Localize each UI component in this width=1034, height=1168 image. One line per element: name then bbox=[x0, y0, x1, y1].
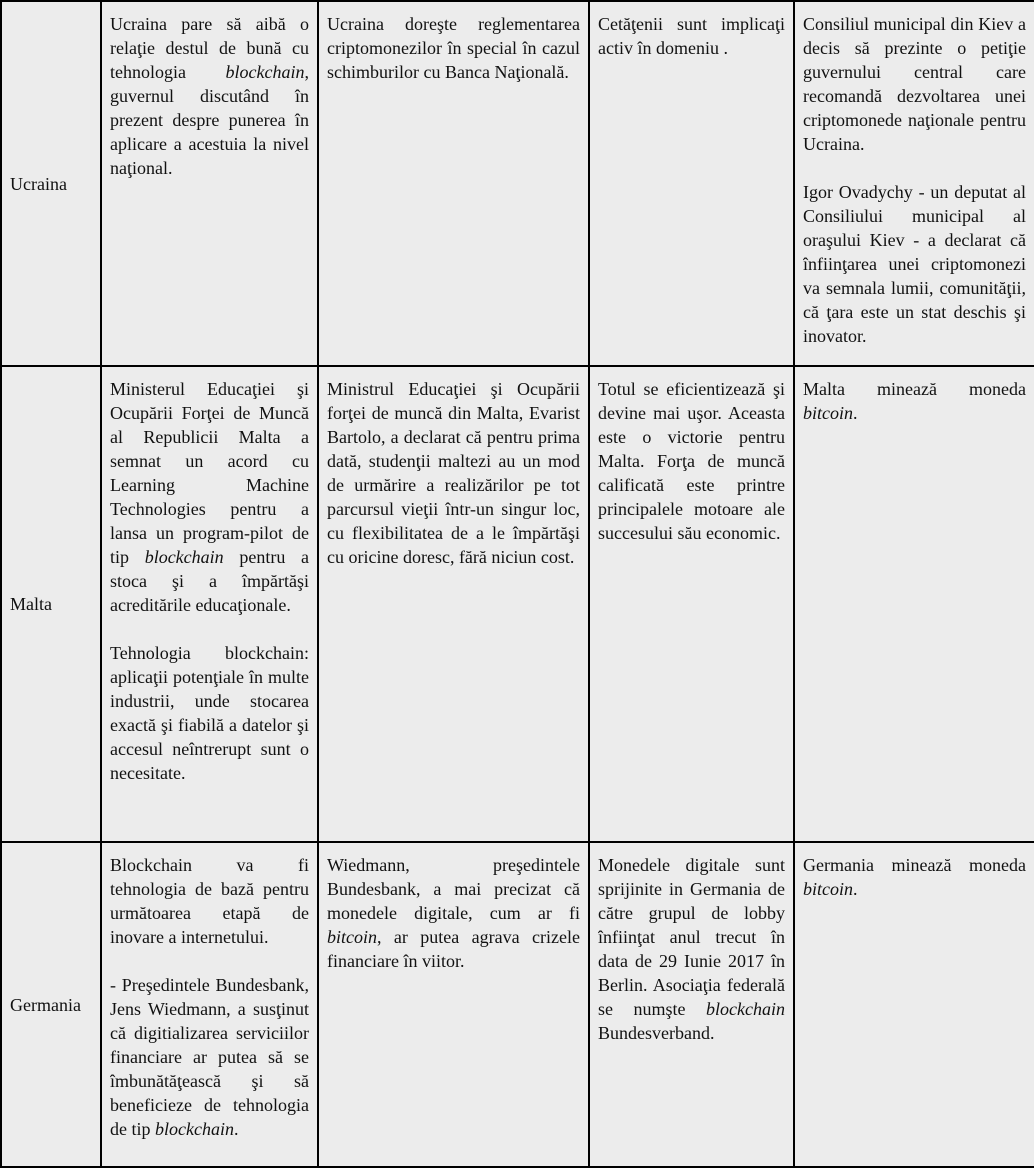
paragraph: Monedele digitale sunt sprijinite in Germania de către grupul de lobby înfiinţat anul trecut în data de 29 Iunie 2017 în Berlin. Asociaţia federală se numşte blockchain Bundesverband. bbox=[598, 855, 785, 1043]
cell-text bbox=[110, 853, 309, 1141]
cell-text bbox=[803, 377, 1026, 425]
paragraph: Ucraina doreşte reglementarea criptomonezilor în special în cazul schimburilor cu Banca Naţională. bbox=[327, 14, 580, 82]
paragraph: Consiliul municipal din Kiev a decis să prezinte o petiţie guvernului central care recomandă dezvoltarea unei criptomonede naţionale pentru Ucraina. bbox=[803, 14, 1026, 154]
table-cell bbox=[101, 842, 318, 1167]
table-cell bbox=[101, 366, 318, 842]
cell-text bbox=[327, 377, 580, 569]
cell-text bbox=[110, 377, 309, 785]
paragraph: Germania minează moneda bitcoin. bbox=[803, 855, 1026, 899]
table-cell bbox=[101, 1, 318, 366]
paragraph: Ministrul Educaţiei şi Ocupării forţei de muncă din Malta, Evarist Bartolo, a declarat că pentru prima dată, studenţii maltezi au un mod de urmărire a realizărilor pe tot parcursul vieţii într-un singur loc, cu flexibilitatea de a le împărtăşi cu oricine doresc, fără niciun cost. bbox=[327, 379, 580, 567]
table-cell bbox=[318, 842, 589, 1167]
paragraph: Tehnologia blockchain: aplicaţii potenţiale în multe industrii, unde stocarea exactă şi fiabilă a datelor şi accesul neîntrerupt sunt o necesitate. bbox=[110, 643, 309, 783]
row-label-germania: Germania bbox=[1, 842, 101, 1167]
cell-text bbox=[327, 12, 580, 84]
paragraph: Ministerul Educaţiei şi Ocupării Forţei de Muncă al Republicii Malta a semnat un acord cu Learning Machine Technologies pentru a lansa un program-pilot de tip blockchain pentru a stoca şi a împărtăşi acreditările educaţionale. bbox=[110, 379, 309, 615]
cell-text bbox=[598, 12, 785, 60]
table-row-germania bbox=[1, 842, 1034, 1167]
cell-text bbox=[110, 12, 309, 180]
paragraph: Ucraina pare să aibă o relaţie destul de bună cu tehnologia blockchain, guvernul discutând în prezent despre punerea în aplicare a acestuia la nivel naţional. bbox=[110, 14, 309, 178]
paragraph: Igor Ovadychy - un deputat al Consiliului municipal al oraşului Kiev - a declarat că înfiinţarea unei criptomonezi va semnala lumii, comunităţii, că ţara este un stat deschis şi inovator. bbox=[803, 182, 1026, 346]
table-cell bbox=[794, 1, 1034, 366]
paragraph: Totul se eficientizează şi devine mai uşor. Aceasta este o victorie pentru Malta. Forţa de muncă calificată este printre principalele motoare ale succesului său economic. bbox=[598, 379, 785, 543]
row-label-ucraina: Ucraina bbox=[1, 1, 101, 366]
paragraph: Malta minează moneda bitcoin. bbox=[803, 379, 1026, 423]
cell-text bbox=[327, 853, 580, 973]
cell-text bbox=[598, 377, 785, 545]
cell-text bbox=[598, 853, 785, 1045]
table-row-malta bbox=[1, 366, 1034, 842]
table-cell bbox=[318, 1, 589, 366]
table-cell bbox=[589, 1, 794, 366]
paragraph: Wiedmann, preşedintele Bundesbank, a mai precizat că monedele digitale, cum ar fi bitcoin, ar putea agrava crizele financiare în viitor. bbox=[327, 855, 580, 971]
table-cell bbox=[794, 842, 1034, 1167]
table-cell bbox=[589, 366, 794, 842]
paragraph: - Preşedintele Bundesbank, Jens Wiedmann, a susţinut că digitializarea serviciilor financiare ar putea să se îmbunătăţească şi să beneficieze de tehnologia de tip blockchain. bbox=[110, 975, 309, 1139]
cell-text bbox=[803, 12, 1026, 348]
table-cell bbox=[794, 366, 1034, 842]
row-label-malta: Malta bbox=[1, 366, 101, 842]
cell-text bbox=[803, 853, 1026, 901]
table-cell bbox=[318, 366, 589, 842]
table-row-ucraina bbox=[1, 1, 1034, 366]
paragraph: Blockchain va fi tehnologia de bază pentru următoarea etapă de inovare a internetului. bbox=[110, 855, 309, 947]
paragraph: Cetăţenii sunt implicaţi activ în domeniu . bbox=[598, 14, 785, 58]
table-cell bbox=[589, 842, 794, 1167]
table-body bbox=[1, 1, 1034, 1167]
